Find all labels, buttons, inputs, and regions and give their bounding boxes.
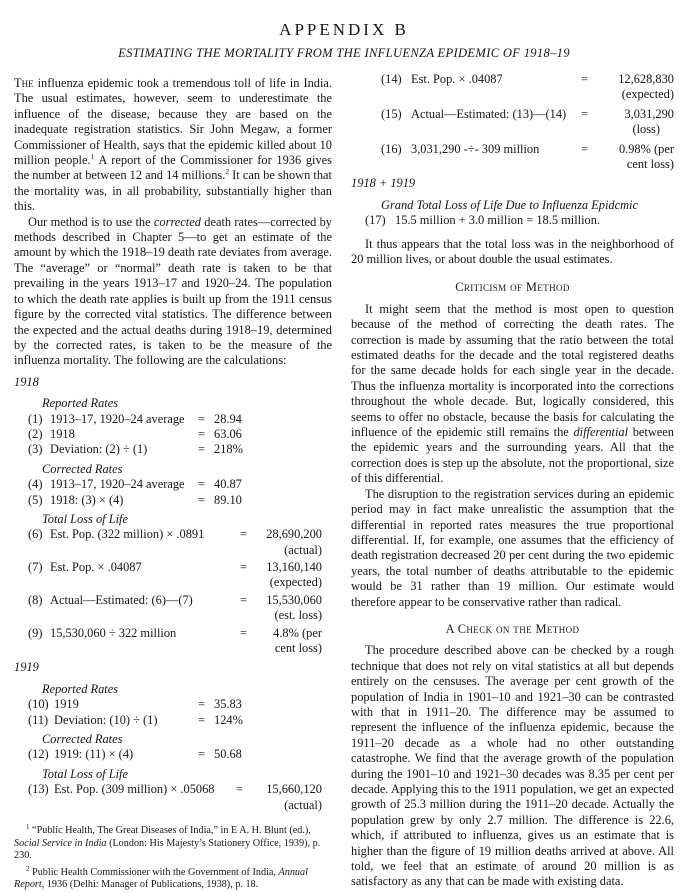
calc-num: (3) [28,442,43,457]
calc-row-13 [28,782,332,813]
calc-row-1 [28,412,332,427]
calc-eq: = [198,411,205,426]
criticism-text-2: between the epidemic years and the surrounding years. All that the correction does is step up the absolute, not the proportional, size of this differential. [351,425,674,486]
calc-term: Est. Pop. × .04087 [411,72,503,86]
footnote-1 [14,821,332,863]
calc-num: (14) [381,72,402,86]
check-paragraph: The procedure described above can be checked by a rough technique that does not rely on vital statistics at all but depends entirely on the censuses. The average per cent growth of the population of India in 1901–10 and 1921–30 can be contrasted with that in 1911–20. The difference may be assumed to represent the influence of the influenza epidemic, because the 1911–20 decade as a whole had no other outstanding catastrophe. We find that the average growth of the population during the 1901–10 and 1921–30 decades was 8.35 per cent per decade. Applying this to the 1911 population, we get an expected growth of 25.3 million during the 1911–20 decade. Actually the population grew by only 2.7 million. The difference is 22.6, which, if attributed to influenza, gives us an estimate that is higher than the figure of 19 million deaths arrived at above. All told, we feel that an estimate of around 20 million is as satisfactory as any that can be made with existing data. [351,643,674,889]
calc-note: (expected) [621,87,674,102]
calc-row-12 [28,747,332,762]
calc-value: 89.10 [214,492,242,507]
footnote-1-text: “Public Health, The Great Diseases of India,” in E A. H. Blunt (ed.), [29,825,311,837]
footnote-ref-2[interactable]: 2 [225,167,230,177]
calc-row-5 [28,493,332,508]
calc-block-1918 [28,396,332,656]
calc-term: 15,530,060 ÷ 322 million [50,625,177,640]
calc-block-1919-cont [381,72,674,172]
calc-num: (9) [28,625,43,640]
footnote-1-title: Social Service in India [14,837,107,849]
calc-term: Actual—Estimated: (13)—(14) [411,106,567,121]
calc-value: 0.98% (per [618,141,674,156]
calc-num: (10) [28,697,49,712]
calc-eq: = [198,697,205,712]
intro-text-2: A report of the Commissioner for 1936 gives the number at between 12 and 14 millions. [14,153,332,183]
appendix-title: APPENDIX B [279,20,409,39]
grand-total-heading: Grand Total Loss of Life Due to Influenza Epidcmic [381,197,638,212]
calc-note: (est. loss) [274,608,322,623]
method-text-1: Our method is to use the [28,214,154,229]
calc-eq: = [581,141,588,156]
calc-term: 1919: (11) × (4) [54,747,134,762]
calc-eq: = [198,477,205,492]
calc-term: Est. Pop. (309 million) × .05068 [54,782,215,797]
calc-term: Est. Pop. × .04087 [50,560,142,575]
calc-eq: = [240,592,247,607]
calc-num: (16) [381,141,402,156]
criticism-text-1: It might seem that the method is most open to question because of the method of correcting the death rates. The correction is made by assuming that the ratio between the total estimated deaths for the decade and the total registered deaths for the same decade holds for each single year in the decade. Thus the influenza mortality is incorporated into the corrections throughout the whole decade. But, logically considered, this seems to offer no obstacle, because the basis for calculating the influence of the epidemic still remains the [351,301,674,440]
footnote-ref-1[interactable]: 1 [90,151,95,161]
calc-term: 15.5 million + 3.0 million = 18.5 million. [395,213,601,228]
calc-eq: = [581,106,588,121]
calc-term: 1918 [50,426,75,441]
subheading-total-1919: Total Loss of Life [42,766,128,781]
calc-note: (loss) [632,122,660,137]
intro-lead-word: The [14,76,34,90]
calc-value: 12,628,830 [618,72,674,86]
calc-row-8 [28,593,332,624]
calc-term: Deviation: (2) ÷ (1) [50,442,148,457]
calc-num: (12) [28,747,49,762]
calc-eq: = [236,782,243,797]
footnote-2-text: Public Health Commissioner with the Government of India, [29,866,279,878]
calc-value: 35.83 [214,697,242,712]
calc-row-4 [28,477,332,492]
calc-value: 124% [214,712,243,727]
calc-term: Deviation: (10) ÷ (1) [54,712,158,727]
calc-row-2 [28,427,332,442]
calc-num: (2) [28,426,43,441]
subheading-reported-1919: Reported Rates [42,681,119,696]
calc-note: (expected) [269,575,322,590]
calc-eq: = [198,442,205,457]
criticism-emphasis: differential [573,425,629,440]
calc-row-6 [28,527,332,558]
calc-row-14 [381,72,674,103]
calc-note: cent loss) [274,641,322,656]
criticism-paragraph-1 [351,302,674,487]
calc-value: 15,530,060 [266,592,322,607]
calc-eq: = [240,625,247,640]
calc-value: 3,031,290 [624,106,674,121]
calc-num: (4) [28,477,43,492]
footnote-2-mark: 2 [26,864,30,873]
calc-row-10 [28,697,332,712]
calc-value: 40.87 [214,477,242,492]
calc-row-15 [381,107,674,138]
calc-term: Actual—Estimated: (6)—(7) [50,592,193,607]
calc-row-9 [28,626,332,657]
calc-row-11 [28,713,332,728]
calc-note: cent loss) [626,156,674,171]
subheading-reported-1918: Reported Rates [42,396,119,411]
method-text-2: death rates—corrected by methods described in Chapter 5—to get an estimate of the amount by which the 1918–19 death rate deviates from average. The “average” or “normal” death rate is taken to be that prevailing in the years 1913–17 and 1920–24. The population to which the death rate applies is built up from the 1911 census figure by the corrected vital statistics. The difference between the expected and the actual deaths during 1918–19, determined by the corrected rates, is taken to be the measure of the influenza mortality. The following are the calculations: [14,214,332,368]
right-column [351,72,674,890]
calc-value: 15,660,120 [266,782,322,797]
calc-row-16 [381,142,674,173]
calc-value: 63.06 [214,426,242,441]
calc-num: (5) [28,492,43,507]
calc-row-7 [28,560,332,591]
calc-note: (actual) [284,797,322,812]
method-emphasis: corrected [153,214,201,229]
section-heading-criticism: Criticism of Method [455,280,570,295]
calc-term: 1913–17, 1920–24 average [50,411,185,426]
intro-text-1: influenza epidemic took a tremendous toll of life in India. The usual estimates, however, seem to underestimate the influence of the disease, because they are based on the inadequate registration statistics. Sir John Megaw, a former Commissioner of Health, says that the epidemic killed about 10 million people. [14,76,332,168]
footnotes [14,821,332,892]
calc-value: 28,690,200 [266,527,322,542]
calc-eq: = [198,712,205,727]
calc-num: (1) [28,411,43,426]
calc-num: (7) [28,560,43,575]
calc-row-17 [365,213,674,228]
calc-value: 13,160,140 [266,560,322,575]
left-column [14,76,332,892]
footnote-2 [14,863,332,892]
calc-eq: = [198,747,205,762]
year-heading-1918: 1918 [14,374,39,389]
appendix-subtitle: ESTIMATING THE MORTALITY FROM THE INFLUENZA EPIDEMIC OF 1918–19 [118,46,570,60]
calc-block-1919 [28,682,332,813]
intro-paragraph [14,76,332,215]
calc-eq: = [198,492,205,507]
calc-eq: = [581,72,588,86]
calc-num: (17) [365,213,386,228]
calc-num: (6) [28,527,43,542]
subheading-total-1918: Total Loss of Life [42,511,128,526]
calc-block-grand-total [365,213,674,228]
method-paragraph [14,215,332,369]
year-heading-1919: 1919 [14,660,39,675]
subheading-corrected-1919: Corrected Rates [42,732,123,747]
subheading-corrected-1918: Corrected Rates [42,461,123,476]
calc-eq: = [198,426,205,441]
calc-num: (8) [28,592,43,607]
calc-value: 50.68 [214,747,242,762]
calc-value: 28.94 [214,411,242,426]
footnote-2-title: Annual Report [14,866,308,891]
calc-term: Est. Pop. (322 million) × .0891 [50,527,205,542]
calc-term: 1918: (3) × (4) [50,492,124,507]
calc-num: (15) [381,106,402,121]
calc-row-3 [28,442,332,457]
section-heading-check: A Check on the Method [445,621,580,636]
total-loss-paragraph: It thus appears that the total loss was in the neighborhood of 20 million lives, or about double the usual estimates. [351,236,674,266]
intro-text-3: It can be shown that the mortality was, in all probability, substantially higher than this. [14,168,332,214]
footnote-1-text-2: (London: His Majesty’s Stationery Office, 1939), p. 230. [14,837,321,862]
calc-num: (11) [28,712,49,727]
calc-eq: = [240,527,247,542]
calc-eq: = [240,560,247,575]
year-heading-combined: 1918 + 1919 [351,176,416,191]
criticism-paragraph-2: The disruption to the registration services during an epidemic period may in fact make unrealistic the assumption that the differential in reported rates measures the true proportional differential. If, for example, one assumes that the efficiency of death registration decreased 20 per cent during the two epidemic years, the total number of deaths attributable to the epidemic would be 31 rather than 19 million. Our estimate would therefore appear to be conservative rather than radical. [351,486,674,609]
calc-value: 218% [214,442,243,457]
footnote-1-mark: 1 [26,823,30,832]
calc-note: (actual) [284,542,322,557]
calc-num: (13) [28,782,49,797]
calc-value: 4.8% (per [273,625,322,640]
calc-term: 1919 [54,697,79,712]
calc-term: 3,031,290 -÷- 309 million [411,141,540,156]
footnote-2-text-2: , 1936 (Delhi: Manager of Publications, 1938), p. 18. [41,879,259,891]
calc-term: 1913–17, 1920–24 average [50,477,185,492]
